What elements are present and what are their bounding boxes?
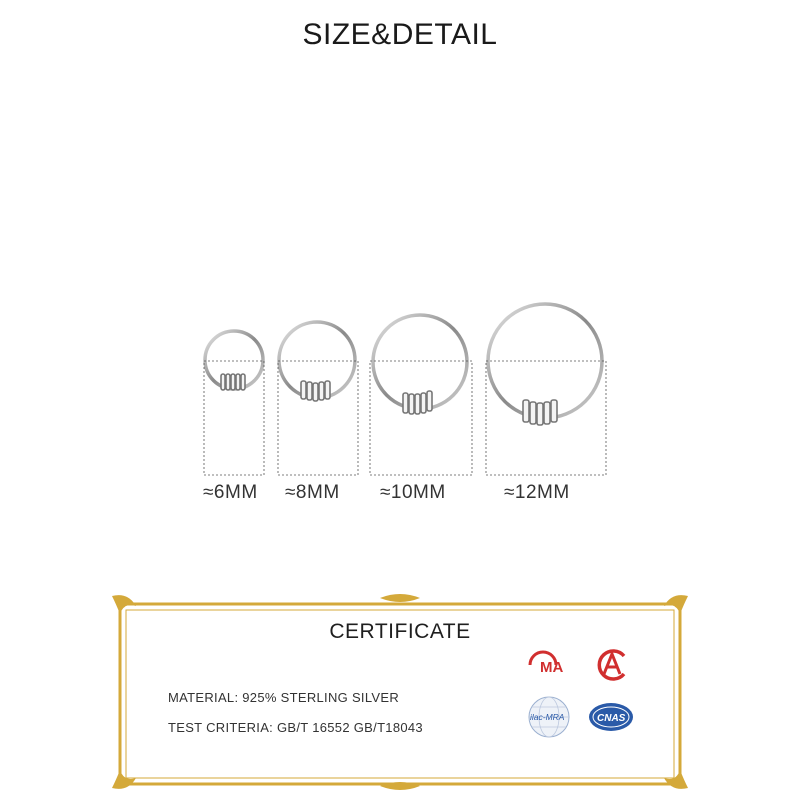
- cnas-logo-icon: [586, 700, 636, 734]
- cal-logo-icon: [590, 648, 634, 682]
- material-text: MATERIAL: 925% STERLING SILVER: [168, 690, 400, 705]
- size-label-6mm: ≈6MM: [203, 482, 258, 503]
- coil-wrap-icon: [221, 374, 245, 390]
- coil-wrap-icon: [301, 381, 330, 401]
- hoop-8mm: [278, 322, 358, 475]
- coil-wrap-icon: [523, 400, 557, 425]
- hoop-10mm: [370, 315, 472, 475]
- svg-text:ilac-MRA: ilac-MRA: [530, 712, 565, 722]
- cma-logo-icon: [526, 650, 576, 680]
- page-title: SIZE&DETAIL: [302, 18, 498, 51]
- svg-text:CNAS: CNAS: [597, 713, 626, 724]
- ilac-mra-logo-icon: [526, 694, 572, 740]
- size-label-10mm: ≈10MM: [380, 482, 446, 503]
- size-label-12mm: ≈12MM: [504, 482, 570, 503]
- certificate-title: CERTIFICATE: [329, 620, 471, 643]
- size-label-8mm: ≈8MM: [285, 482, 340, 503]
- hoop-12mm: [486, 304, 606, 475]
- coil-wrap-icon: [403, 391, 432, 414]
- svg-text:MA: MA: [540, 659, 564, 676]
- hoop-6mm: [204, 331, 264, 475]
- test-criteria-text: TEST CRITERIA: GB/T 16552 GB/T18043: [168, 720, 423, 735]
